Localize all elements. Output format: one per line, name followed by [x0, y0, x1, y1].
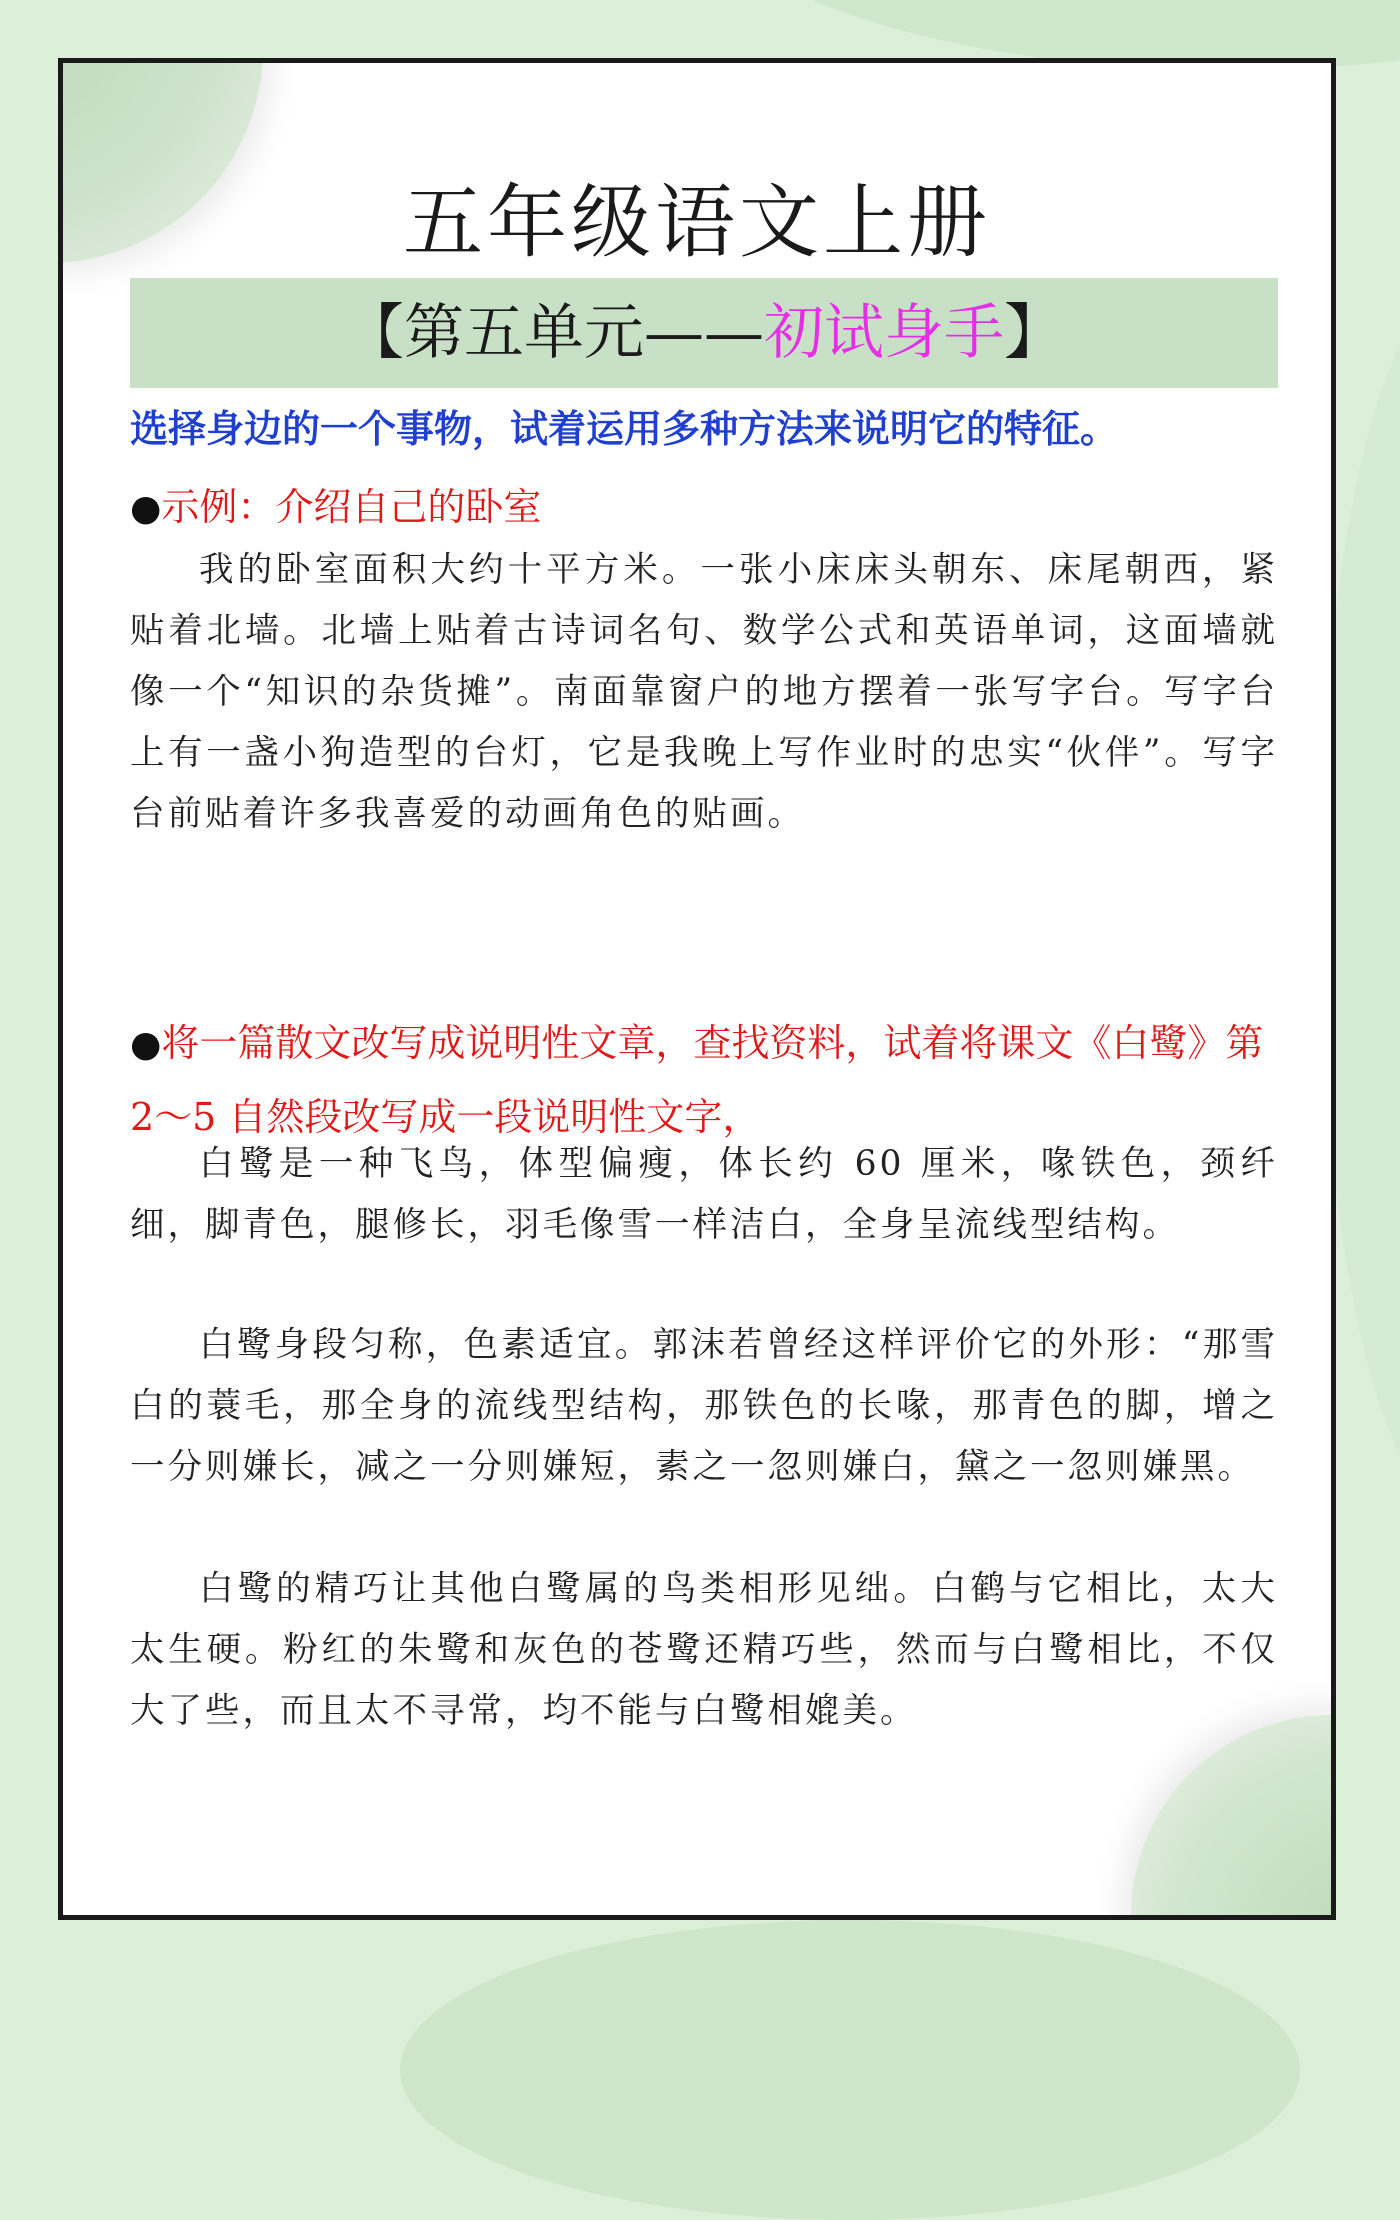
- rewrite-heading: [130, 1007, 1278, 1153]
- task-instruction: 选择身边的一个事物，试着运用多种方法来说明它的特征。: [130, 407, 1119, 451]
- page-title: 五年级语文上册: [403, 176, 991, 269]
- unit-banner: [130, 278, 1278, 388]
- egret-paragraph-3: 白鹭的精巧让其他白鹭属的鸟类相形见绌。白鹤与它相比，太大太生硬。粉红的朱鹭和灰色的苍鹭还精巧些，然而与白鹭相比，不仅大了些，而且太不寻常，均不能与白鹭相媲美。: [130, 1569, 1278, 1731]
- corner-decoration-bottom-right: [1131, 1715, 1336, 1920]
- egret-paragraph-2: 白鹭身段匀称，色素适宜。郭沫若曾经这样评价它的外形：“那雪白的蓑毛，那全身的流线型结构，那铁色的长喙，那青色的脚，增之一分则嫌长，减之一分则嫌短，素之一忽则嫌白，黛之一忽则嫌黑。: [130, 1325, 1278, 1487]
- bullet-icon: ●: [130, 488, 162, 529]
- rewrite-heading-text: 将一篇散文改写成说明性文章，查找资料，试着将课文《白鹭》第 2～5 自然段改写成一段说明性文字，: [130, 1021, 1264, 1139]
- bedroom-paragraph: 我的卧室面积大约十平方米。一张小床床头朝东、床尾朝西，紧贴着北墙。北墙上贴着古诗词名句、数学公式和英语单词，这面墙就像一个“知识的杂货摊”。南面靠窗户的地方摆着一张写字台。写字台上有一盏小狗造型的台灯，它是我晚上写作业时的忠实“伙伴”。写字台前贴着许多我喜爱的动画角色的贴画。: [130, 550, 1278, 834]
- bullet-icon: ●: [130, 1024, 162, 1065]
- unit-highlight: 初试身手: [764, 298, 1004, 368]
- example-heading-text: 示例：介绍自己的卧室: [161, 485, 542, 529]
- background-blob-bottom: [400, 1920, 1300, 2220]
- page-frame: [58, 58, 1336, 1920]
- unit-suffix: 】: [1004, 298, 1064, 368]
- example-heading: [130, 471, 1278, 545]
- egret-paragraph-1: 白鹭是一种飞鸟，体型偏瘦，体长约 60 厘米，喙铁色，颈纤细，脚青色，腿修长，羽毛像雪一样洁白，全身呈流线型结构。: [130, 1144, 1278, 1245]
- unit-prefix: 【第五单元——: [344, 298, 764, 368]
